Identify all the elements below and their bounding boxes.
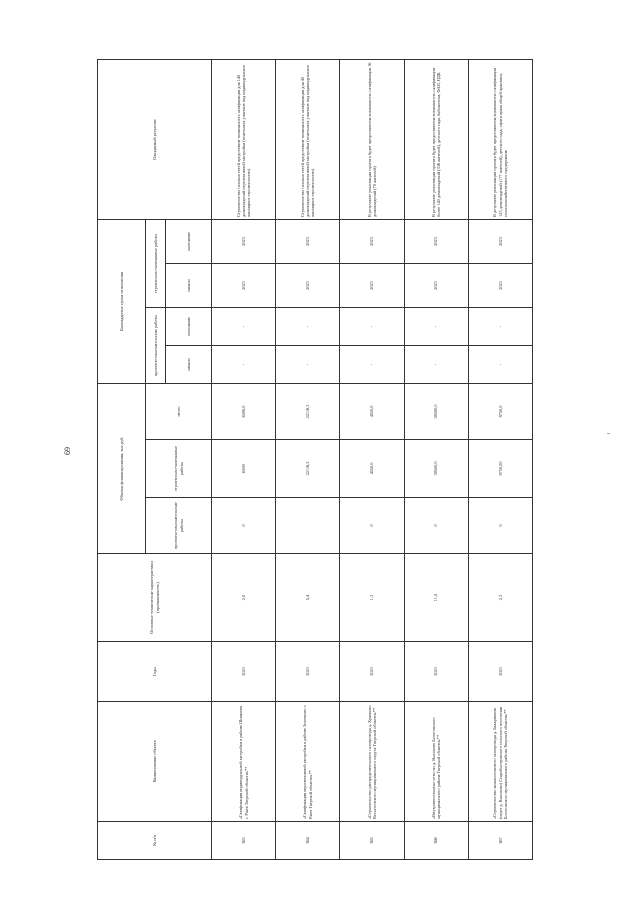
table-row: [212, 59, 276, 859]
cell-year: 2023: [340, 642, 404, 702]
cell-build-start: 2023: [468, 263, 532, 307]
cell-build-start: 2023: [404, 263, 468, 307]
cell-construction: 6590: [212, 440, 276, 498]
table-row: [340, 59, 404, 859]
cell-num: 365: [340, 822, 404, 860]
cell-design: 0: [404, 498, 468, 554]
cell-length: 5,4: [276, 554, 340, 642]
cell-num: 363: [212, 822, 276, 860]
cell-total: 4550,0: [340, 383, 404, 439]
cell-construction: 4550,0: [340, 440, 404, 498]
cell-year: 2023: [212, 642, 276, 702]
cell-construction: 8750,00: [468, 440, 532, 498]
cell-total: 6590,0: [212, 383, 276, 439]
header-build-end: окончание: [166, 219, 212, 263]
header-name: Наименование объекта: [98, 702, 212, 822]
header-result: Ожидаемый результат: [98, 59, 212, 219]
cell-design-start: -: [468, 345, 532, 383]
header-finance: Объемы финансирования, тыс.руб.: [98, 383, 146, 553]
header-design-end: окончание: [166, 307, 212, 345]
header-years: Годы: [98, 642, 212, 702]
cell-year: 2023: [276, 642, 340, 702]
cell-design: 0: [340, 498, 404, 554]
cell-design: 0: [468, 498, 532, 554]
header-design-start: начало: [166, 345, 212, 383]
cell-design: 0: [212, 498, 276, 554]
cell-build-end: 2023: [276, 219, 340, 263]
cell-build-start: 2023: [212, 263, 276, 307]
table-row: [276, 59, 340, 859]
header-build-start: начало: [166, 263, 212, 307]
investment-table: [97, 59, 533, 860]
scan-speck: [607, 433, 610, 434]
cell-name: «Газификация перспективной застройки в районе Зеленково г. Ржев Тверской области»**: [276, 702, 340, 822]
cell-build-end: 2023: [468, 219, 532, 263]
cell-name: «Строительство распределительного газопровода д. Храпково Весьегонского муниципального округа Тверской области»**: [340, 702, 404, 822]
cell-design-end: -: [404, 307, 468, 345]
cell-result: В результате реализации проекта будет предоставлена возможность газификации 16 домовладений (70 жителей): [340, 59, 404, 219]
header-construction-group: строительно-монтажные работы: [146, 219, 166, 307]
cell-result: В результате реализации проекта будет предоставлена возможность газификации 123 домовладений (177 жителей), детского сада, офиса врача общей практики, сельскохозяйственного предприятия: [468, 59, 532, 219]
cell-name: «Внутрипоселковые сети газ д. Высоково Бологовского муниципального района Тверской области»**: [404, 702, 468, 822]
cell-design: [276, 498, 340, 554]
cell-length: 1,3: [340, 554, 404, 642]
cell-num: 364: [276, 822, 340, 860]
cell-design-end: -: [212, 307, 276, 345]
cell-num: 366: [404, 822, 468, 860]
cell-total: 8750,0: [468, 383, 532, 439]
header-design-group: проектно-изыскательские работы: [146, 307, 166, 383]
cell-design-end: -: [468, 307, 532, 345]
header-num: № п/п: [98, 822, 212, 860]
table-row: [468, 59, 532, 859]
cell-build-end: 2023: [212, 219, 276, 263]
cell-result: В результате реализации проекта будет предоставлена возможность газификации более 140 домовладений (336 жителей), детского сада, библиотеки, ФАП, ОДК: [404, 59, 468, 219]
cell-build-start: 2023: [276, 263, 340, 307]
cell-design-start: -: [276, 345, 340, 383]
page-number: 69: [63, 447, 72, 455]
cell-length: 11,0: [404, 554, 468, 642]
cell-total: 22116,3: [276, 383, 340, 439]
cell-design-start: -: [212, 345, 276, 383]
cell-design-end: -: [276, 307, 340, 345]
header-design-works: проектно-изыскательские работы: [146, 498, 212, 554]
header-total: итого: [146, 383, 212, 439]
investment-table-rotated: [97, 60, 533, 860]
cell-length: 2,0: [212, 554, 276, 642]
cell-design-start: -: [340, 345, 404, 383]
cell-design-end: -: [340, 307, 404, 345]
cell-result: Строительство газовых сетей предоставит возможность газификации для 140 домовладений перспективной застройки (земельных участков под индивидуальное жилищное строительство): [212, 59, 276, 219]
cell-name: «Строительство межпоселкового газопровода д. Бахарихина (через д. Высоково) Старобыстровского сельского поселения Бологовского муниципального района Тверской области»**: [468, 702, 532, 822]
header-calendar: Календарные сроки исполнения: [98, 219, 146, 383]
cell-construction: 38500,0: [404, 440, 468, 498]
cell-build-end: 2023: [404, 219, 468, 263]
table-row: [404, 59, 468, 859]
cell-construction: 22116,3: [276, 440, 340, 498]
cell-design-start: -: [404, 345, 468, 383]
cell-length: 2,3: [468, 554, 532, 642]
cell-num: 367: [468, 822, 532, 860]
cell-year: 2023: [404, 642, 468, 702]
cell-build-end: 2023: [340, 219, 404, 263]
cell-result: Строительство газовых сетей предоставит возможность газификации для 40 домовладений перспективной застройки (земельных участков под индивидуальное жилищное строительство): [276, 59, 340, 219]
cell-build-start: 2023: [340, 263, 404, 307]
header-characteristics: Основные технические характеристики (протяженность): [98, 554, 212, 642]
cell-total: 38500,0: [404, 383, 468, 439]
header-construction-works: строительно-монтажные работы: [146, 440, 212, 498]
cell-name: «Газификация индивидуальной застройки в районе Шишкова г. Ржев Тверской области»**: [212, 702, 276, 822]
cell-year: 2023: [468, 642, 532, 702]
